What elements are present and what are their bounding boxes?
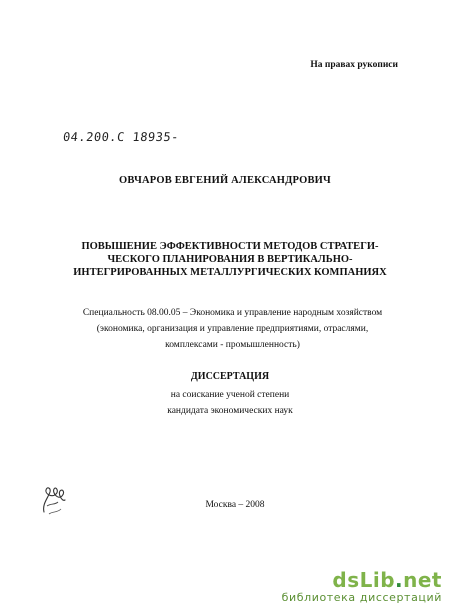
dissertation-title [55,240,405,279]
handwritten-signature-icon [38,478,70,518]
archive-stamp: 04.200.C 18935- [62,130,180,144]
degree-block [0,387,450,419]
watermark-tagline: библиотека диссертаций [281,591,442,604]
title-line: ПОВЫШЕНИЕ ЭФФЕКТИВНОСТИ МЕТОДОВ СТРАТЕГИ- [81,241,379,252]
dslib-watermark [282,569,442,605]
city-year: Москва – 2008 [205,500,265,510]
specialty-line: комплексами - промышленность) [165,340,300,350]
title-line: ИНТЕГРИРОВАННЫХ МЕТАЛЛУРГИЧЕСКИХ КОМПАНИЯХ [73,267,387,278]
specialty-block [60,305,405,353]
author-name: ОВЧАРОВ ЕВГЕНИЙ АЛЕКСАНДРОВИЧ [119,175,331,186]
document-type: ДИССЕРТАЦИЯ [190,371,270,382]
manuscript-note: На правах рукописи [310,60,398,70]
watermark-brand [282,569,442,591]
watermark-brand-dot: . [395,568,404,592]
degree-line: кандидата экономических наук [167,406,293,416]
degree-line: на соискание ученой степени [170,390,290,400]
watermark-brand-left: dsLib [332,568,396,592]
specialty-line: Специальность 08.00.05 – Экономика и управление народным хозяйством [82,308,383,318]
title-line: ЧЕСКОГО ПЛАНИРОВАНИЯ В ВЕРТИКАЛЬНО- [107,254,353,265]
specialty-line: (экономика, организация и управление предприятиями, отраслями, [96,324,369,334]
watermark-brand-right: net [403,568,442,592]
